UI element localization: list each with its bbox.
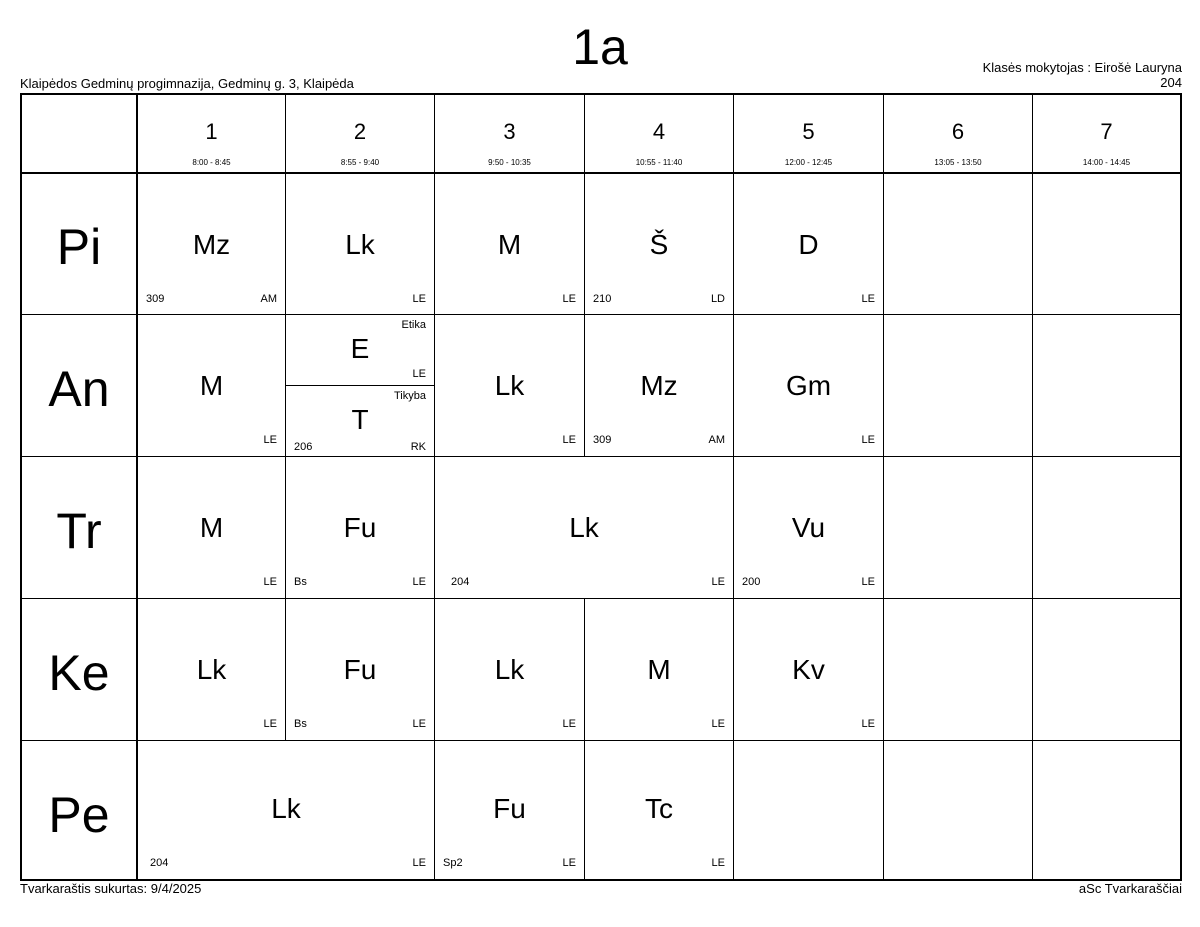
lesson-cell[interactable] (585, 599, 733, 740)
period-number: 7 (1100, 119, 1113, 144)
lesson-cell[interactable] (435, 741, 584, 879)
lesson-subject: Fu (343, 654, 377, 685)
timetable-grid (20, 93, 1182, 881)
lesson-subject: Fu (343, 512, 377, 543)
lesson-room: Bs (294, 718, 307, 730)
lesson-subject: Lk (494, 370, 525, 401)
period-number: 5 (802, 119, 815, 144)
period-number: 6 (951, 119, 965, 144)
lesson-room: Bs (294, 576, 307, 588)
lesson-teacher: LE (861, 576, 875, 588)
lesson-teacher: LE (263, 434, 277, 446)
lesson-teacher: LE (263, 718, 277, 730)
day-label-pi: Pi (56, 219, 102, 275)
day-label-an: An (48, 361, 110, 417)
lesson-cell[interactable] (585, 741, 733, 879)
lesson-room: 309 (593, 434, 612, 446)
lesson-teacher: LE (562, 857, 576, 869)
period-number: 1 (205, 119, 218, 144)
lesson-room: 309 (146, 293, 165, 305)
period-header-1 (138, 95, 285, 172)
lesson-subject: Fu (493, 793, 526, 824)
period-time: 8:55 - 9:40 (340, 158, 380, 167)
period-header-2 (286, 95, 434, 172)
lesson-subject: D (798, 229, 819, 260)
lesson-cell[interactable] (734, 174, 883, 314)
lesson-cell-double[interactable] (435, 457, 733, 598)
lesson-subject: Kv (792, 654, 825, 685)
lesson-cell[interactable] (286, 457, 434, 598)
lesson-teacher: LE (562, 293, 576, 305)
period-header-3 (435, 95, 584, 172)
lesson-subject: Gm (785, 370, 832, 401)
period-time: 13:05 - 13:50 (934, 158, 982, 167)
lesson-subject: Lk (271, 793, 301, 824)
lesson-room: 204 (451, 576, 470, 588)
lesson-cell[interactable] (734, 599, 883, 740)
class-teacher: Klasės mokytojas : Eirošė Lauryna (982, 60, 1182, 75)
lesson-teacher: LE (412, 576, 426, 588)
class-title: 1a (572, 19, 628, 75)
lesson-room: 200 (742, 576, 761, 588)
lesson-subject: Mz (640, 370, 678, 401)
lesson-subject: Š (649, 229, 669, 260)
class-teacher-info (983, 60, 1182, 90)
day-label-tr: Tr (56, 503, 102, 559)
period-header-5 (734, 95, 883, 172)
period-number: 4 (652, 119, 666, 144)
lesson-subject: M (199, 370, 224, 401)
school-name: Klaipėdos Gedminų progimnazija, Gedminų g. 3, Klaipėda (20, 76, 354, 91)
period-time: 8:00 - 8:45 (192, 158, 231, 167)
day-label-ke: Ke (48, 645, 110, 701)
lesson-subject: M (647, 654, 671, 685)
lesson-subject: M (199, 512, 224, 543)
lesson-teacher: LE (861, 293, 875, 305)
lesson-cell[interactable] (138, 457, 285, 598)
lesson-teacher: LE (412, 368, 426, 380)
lesson-cell[interactable] (286, 599, 434, 740)
lesson-subject: Lk (569, 512, 599, 543)
group-lesson-cell-etika[interactable] (286, 315, 434, 385)
lesson-subject: T (351, 404, 369, 435)
lesson-teacher: AM (260, 293, 277, 305)
lesson-room: 206 (294, 441, 313, 453)
lesson-teacher: LE (412, 718, 426, 730)
lesson-cell[interactable] (138, 315, 285, 456)
period-number: 3 (503, 119, 516, 144)
period-time: 14:00 - 14:45 (1082, 158, 1131, 167)
period-number: 2 (353, 119, 367, 144)
lesson-room: 210 (593, 293, 612, 305)
lesson-room: 204 (150, 857, 169, 869)
lesson-cell[interactable] (585, 315, 733, 456)
lesson-teacher: LE (412, 857, 426, 869)
lesson-cell[interactable] (734, 457, 883, 598)
lesson-cell[interactable] (585, 174, 733, 314)
lesson-teacher: LE (412, 293, 426, 305)
period-time: 10:55 - 11:40 (635, 158, 683, 167)
lesson-room: Sp2 (443, 857, 463, 869)
lesson-subject: Lk (494, 654, 525, 685)
lesson-subject: Lk (345, 229, 375, 260)
period-time: 12:00 - 12:45 (784, 158, 833, 167)
lesson-teacher: AM (708, 434, 725, 446)
lesson-subject: Vu (791, 512, 826, 543)
lesson-subject: Mz (192, 229, 231, 260)
lesson-cell[interactable] (734, 315, 883, 456)
lesson-teacher: LE (562, 718, 576, 730)
lesson-group: Etika (401, 319, 426, 331)
lesson-teacher: LE (562, 434, 576, 446)
lesson-subject: M (497, 229, 522, 260)
lesson-teacher: LE (711, 857, 725, 869)
lesson-subject: E (350, 333, 370, 364)
lesson-teacher: LD (710, 293, 725, 305)
lesson-cell[interactable] (435, 599, 584, 740)
lesson-cell-double[interactable] (138, 741, 434, 879)
lesson-cell[interactable] (138, 174, 285, 314)
period-header-7 (1033, 95, 1180, 172)
lesson-group: Tikyba (394, 390, 426, 402)
software-name: aSc Tvarkaraščiai (1078, 881, 1182, 896)
period-header-6 (884, 95, 1032, 172)
created-date: Tvarkaraštis sukurtas: 9/4/2025 (20, 881, 202, 896)
lesson-subject: Lk (196, 654, 227, 685)
lesson-cell[interactable] (435, 174, 584, 314)
lesson-cell[interactable] (435, 315, 584, 456)
group-lesson-cell-tikyba[interactable] (286, 386, 434, 456)
period-time: 9:50 - 10:35 (488, 158, 531, 167)
period-header-4 (585, 95, 733, 172)
lesson-cell[interactable] (286, 174, 434, 314)
lesson-teacher: LE (263, 576, 277, 588)
lesson-teacher: RK (410, 441, 426, 453)
lesson-subject: Tc (645, 793, 673, 824)
lesson-teacher: LE (711, 576, 725, 588)
class-room: 204 (1160, 75, 1182, 90)
lesson-teacher: LE (861, 718, 875, 730)
lesson-cell[interactable] (138, 599, 285, 740)
lesson-teacher: LE (861, 434, 875, 446)
day-label-pe: Pe (48, 787, 110, 843)
lesson-teacher: LE (711, 718, 725, 730)
